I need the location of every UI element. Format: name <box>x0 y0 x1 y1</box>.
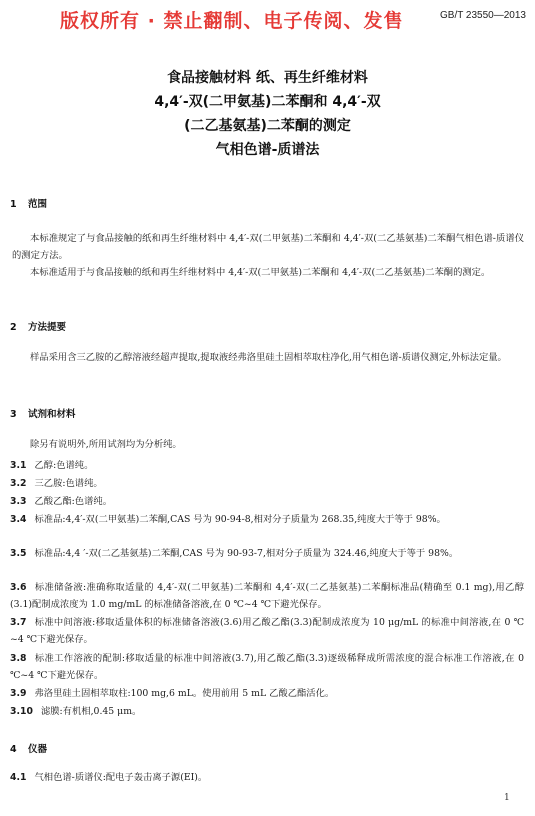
list-item <box>10 703 524 720</box>
section-title: 范围 <box>28 199 48 210</box>
item-text: 乙醇:色谱纯。 <box>34 460 94 471</box>
item-text: 标准品:4,4 ′-双(二乙基氨基)二苯酮,CAS 号为 90-93-7,相对分子质量为 324.46,纯度大于等于 98%。 <box>34 548 459 559</box>
item-text: 标准工作溶液的配制:移取适量的标准中间溶液(3.7),用乙酸乙酯(3.3)逐级稀释成所需浓度的混合标准工作溶液,在 0 ℃~4 ℃下避光保存。 <box>10 653 524 681</box>
section-heading-principle <box>10 319 66 333</box>
list-item <box>10 545 524 562</box>
paragraph: 样品采用含三乙胺的乙醇溶液经超声提取,提取液经弗洛里硅土固相萃取柱净化,用气相色谱-质谱仪测定,外标法定量。 <box>30 352 507 363</box>
item-number: 3.6 <box>10 582 27 593</box>
item-text: 标准中间溶液:移取适量体积的标准储备溶液(3.6)用乙酸乙酯(3.3)配制成浓度为 10 μg/mL 的标准中间溶液,在 0 ℃ ~4 ℃下避光保存。 <box>10 617 524 645</box>
section-title: 方法提要 <box>28 322 67 333</box>
item-text: 弗洛里硅土固相萃取柱:100 mg,6 mL。使用前用 5 mL 乙酸乙酯活化。 <box>34 688 335 699</box>
item-number: 3.4 <box>10 514 27 525</box>
list-item <box>10 475 524 492</box>
section-number: 3 <box>10 409 17 420</box>
section-heading-apparatus <box>10 741 47 755</box>
item-text: 标准储备液:准确称取适量的 4,4′-双(二甲氨基)二苯酮和 4,4′-双(二乙基氨基)二苯酮标准品(精确至 0.1 mg),用乙醇(3.1)配制成浓度为 1.0 mg/mL 的标准储备溶液,在 0 ℃~4 ℃下避光保存。 <box>10 582 524 610</box>
list-item <box>10 579 524 613</box>
list-item <box>10 493 524 510</box>
item-number: 3.3 <box>10 496 27 507</box>
page-number: 1 <box>504 793 510 803</box>
list-item <box>10 614 524 648</box>
section-title: 仪器 <box>28 744 48 755</box>
section-number: 1 <box>10 199 17 210</box>
list-item <box>10 685 524 702</box>
paragraph: 除另有说明外,所用试剂均为分析纯。 <box>30 439 182 450</box>
title-line-2: 4,4′-双(二甲氨基)二苯酮和 4,4′-双 <box>154 94 381 110</box>
section-heading-reagents <box>10 406 76 420</box>
section-number: 2 <box>10 322 17 333</box>
paragraph: 本标准规定了与食品接触的纸和再生纤维材料中 4,4′-双(二甲氨基)二苯酮和 4,4′-双(二乙基氨基)二苯酮气相色谱-质谱仪的测定方法。 <box>12 233 524 261</box>
title-line-4: 气相色谱-质谱法 <box>215 142 320 158</box>
paragraph: 本标准适用于与食品接触的纸和再生纤维材料中 4,4′-双(二甲氨基)二苯酮和 4,4′-双(二乙基氨基)二苯酮的测定。 <box>30 267 491 278</box>
item-number: 3.2 <box>10 478 27 489</box>
standard-code: GB/T 23550—2013 <box>440 10 526 21</box>
item-number: 3.5 <box>10 548 27 559</box>
item-number: 3.7 <box>10 617 27 628</box>
copyright-watermark: 版权所有 · 禁止翻制、电子传阅、发售 <box>60 10 404 32</box>
title-line-3: (二乙基氨基)二苯酮的测定 <box>184 118 351 134</box>
list-item <box>10 457 524 474</box>
item-number: 4.1 <box>10 772 27 783</box>
section-title: 试剂和材料 <box>28 409 76 420</box>
list-item <box>10 511 524 528</box>
list-item <box>10 769 524 786</box>
item-text: 乙酸乙酯:色谱纯。 <box>34 496 112 507</box>
section-heading-scope <box>10 196 47 210</box>
section-number: 4 <box>10 744 17 755</box>
item-text: 三乙胺:色谱纯。 <box>34 478 103 489</box>
title-line-1: 食品接触材料 纸、再生纤维材料 <box>167 70 368 86</box>
item-text: 滤膜:有机相,0.45 μm。 <box>40 706 142 717</box>
item-number: 3.9 <box>10 688 27 699</box>
item-text: 标准品:4,4′-双(二甲氨基)二苯酮,CAS 号为 90-94-8,相对分子质量为 268.35,纯度大于等于 98%。 <box>34 514 446 525</box>
item-text: 气相色谱-质谱仪:配电子轰击离子源(EI)。 <box>34 772 208 783</box>
list-item <box>10 650 524 684</box>
item-number: 3.1 <box>10 460 27 471</box>
item-number: 3.10 <box>10 706 33 717</box>
item-number: 3.8 <box>10 653 27 664</box>
